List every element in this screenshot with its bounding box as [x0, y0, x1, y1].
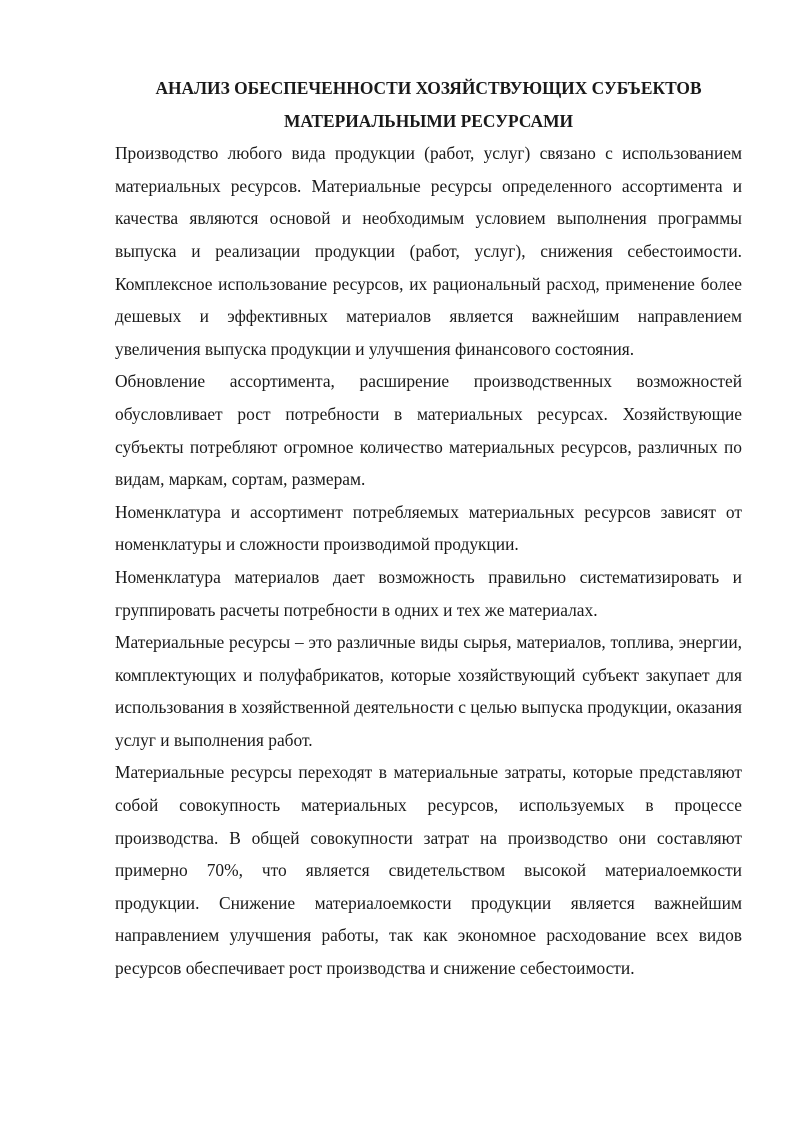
- document-title-line-1: АНАЛИЗ ОБЕСПЕЧЕННОСТИ ХОЗЯЙСТВУЮЩИХ СУБЪЕКТОВ: [155, 78, 702, 98]
- paragraph-material-costs: Материальные ресурсы переходят в материальные затраты, которые представляют собой совокупность материальных ресурсов, используемых в процессе производства. В общей совокупности затрат на производство они составляют примерно 70%, что является свидетельством высокой материалоемкости продукции. Снижение материалоемкости продукции является важнейшим направлением улучшения работы, так как экономное расходование всех видов ресурсов обеспечивает рост производства и снижение себестоимости.: [115, 762, 742, 979]
- document-title-line-2: МАТЕРИАЛЬНЫМИ РЕСУРСАМИ: [283, 110, 574, 131]
- paragraph-nomenclature-dependency: Номенклатура и ассортимент потребляемых материальных ресурсов зависят от номенклатуры и сложности производимой продукции.: [115, 501, 742, 555]
- paragraph-resources-definition: Материальные ресурсы – это различные виды сырья, материалов, топлива, энергии, комплектующих и полуфабрикатов, которые хозяйствующий субъект закупает для использования в хозяйственной деятельности с целью выпуска продукции, оказания услуг и выполнения работ.: [115, 632, 742, 750]
- paragraph-assortment-update: Обновление ассортимента, расширение производственных возможностей обусловливает рост потребности в материальных ресурсах. Хозяйствующие субъекты потребляют огромное количество материальных ресурсов, различных по видам, маркам, сортам, размерам.: [115, 371, 742, 490]
- document-title: [115, 72, 742, 137]
- document-page: [115, 72, 742, 985]
- paragraph-production: Производство любого вида продукции (работ, услуг) связано с использованием материальных ресурсов. Материальные ресурсы определенного ассортимента и качества являются основой и необходимым условием выполнения программы выпуска и реализации продукции (работ, услуг), снижения себестоимости. Комплексное использование ресурсов, их рациональный расход, применение более дешевых и эффективных материалов является важнейшим направлением увеличения выпуска продукции и улучшения финансового состояния.: [115, 143, 742, 359]
- paragraph-nomenclature-grouping: Номенклатура материалов дает возможность правильно систематизировать и группировать расчеты потребности в одних и тех же материалах.: [115, 566, 742, 620]
